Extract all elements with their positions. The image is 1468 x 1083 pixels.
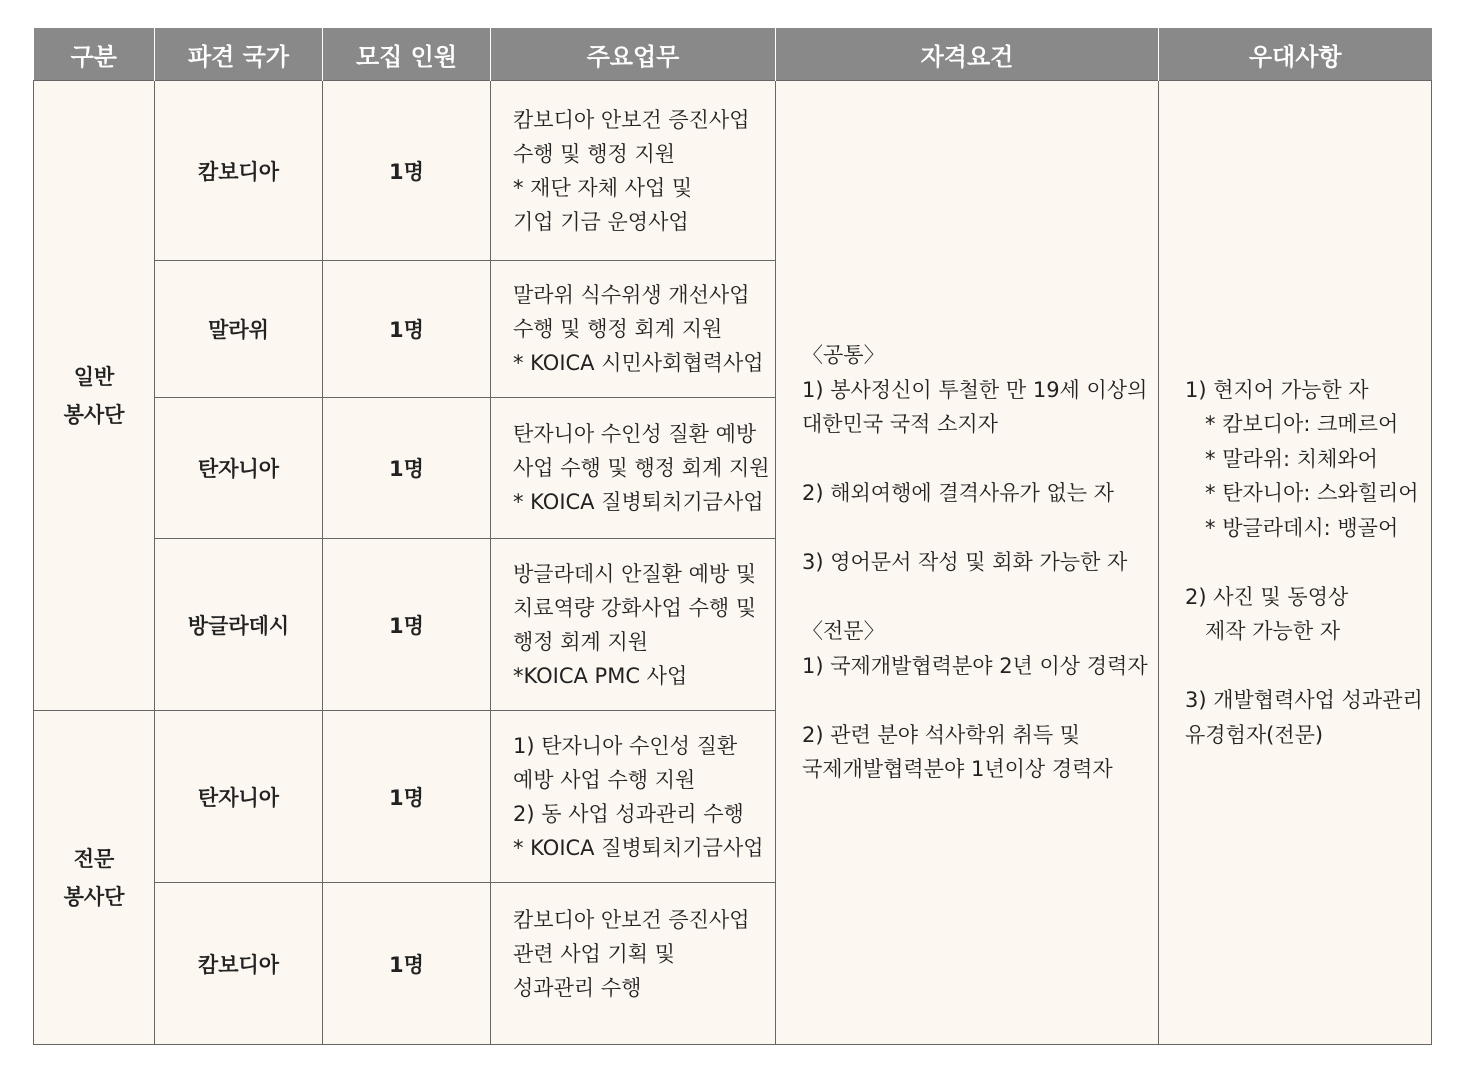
task-line: 2) 동 사업 성과관리 수행 xyxy=(513,801,744,826)
requirement-line: 국제개발협력분야 1년이상 경력자 xyxy=(802,757,1113,782)
preference-line: 3) 개발협력사업 성과관리 xyxy=(1185,688,1423,713)
count-cell: 1명 xyxy=(323,711,491,883)
preference-line: 2) 사진 및 동영상 xyxy=(1185,584,1349,609)
task-cell xyxy=(491,539,776,711)
preference-line: 제작 가능한 자 xyxy=(1185,619,1341,644)
task-line: *KOICA PMC 사업 xyxy=(513,663,688,688)
country-cell: 방글라데시 xyxy=(155,539,323,711)
requirement-line: 대한민국 국적 소지자 xyxy=(802,412,998,437)
category-cell-expert xyxy=(34,711,155,1045)
task-line: 탄자니아 수인성 질환 예방 xyxy=(513,422,757,446)
requirements-cell xyxy=(776,81,1159,1045)
preference-line: 유경험자(전문) xyxy=(1185,722,1324,747)
header-requirements: 자격요건 xyxy=(776,28,1159,81)
country-cell: 말라위 xyxy=(155,261,323,398)
task-line: 1) 탄자니아 수인성 질환 xyxy=(513,733,738,758)
task-line: 수행 및 행정 지원 xyxy=(513,141,676,166)
requirement-line: 〈공통〉 xyxy=(802,343,885,368)
country-cell: 캄보디아 xyxy=(155,81,323,261)
task-line: * KOICA 질병퇴치기금사업 xyxy=(513,835,764,860)
requirement-gap xyxy=(802,511,1150,546)
count-cell: 1명 xyxy=(323,261,491,398)
task-line: 캄보디아 안보건 증진사업 xyxy=(513,107,750,132)
header-category: 구분 xyxy=(34,28,155,81)
header-row xyxy=(34,28,1432,81)
task-line: 치료역량 강화사업 수행 및 xyxy=(513,595,757,620)
requirement-line: 3) 영어문서 작성 및 회화 가능한 자 xyxy=(802,550,1128,575)
preferences-cell xyxy=(1159,81,1432,1045)
task-line: 말라위 식수위생 개선사업 xyxy=(513,283,750,307)
category-label: 봉사단 xyxy=(63,402,125,427)
task-cell xyxy=(491,711,776,883)
preference-gap xyxy=(1185,545,1423,580)
task-cell xyxy=(491,398,776,539)
country-cell: 탄자니아 xyxy=(155,711,323,883)
count-cell: 1명 xyxy=(323,883,491,1045)
requirement-gap xyxy=(802,580,1150,615)
preference-gap xyxy=(1185,649,1423,684)
task-line: 사업 수행 및 행정 회계 지원 xyxy=(513,456,770,480)
country-cell: 캄보디아 xyxy=(155,883,323,1045)
category-label: 전문 xyxy=(73,846,115,871)
requirement-gap xyxy=(802,683,1150,718)
category-label: 일반 xyxy=(73,364,115,389)
requirement-line: 1) 국제개발협력분야 2년 이상 경력자 xyxy=(802,653,1148,678)
task-line: 방글라데시 안질환 예방 및 xyxy=(513,561,757,586)
requirement-gap xyxy=(802,442,1150,477)
requirement-line: 1) 봉사정신이 투철한 만 19세 이상의 xyxy=(802,377,1148,402)
preference-line: * 말라위: 치체와어 xyxy=(1185,446,1378,471)
requirement-line: 2) 관련 분야 석사학위 취득 및 xyxy=(802,722,1081,747)
task-line: 캄보디아 안보건 증진사업 xyxy=(513,907,750,932)
category-label: 봉사단 xyxy=(63,884,125,909)
task-line: 관련 사업 기획 및 xyxy=(513,941,676,966)
category-cell-general xyxy=(34,81,155,711)
count-cell: 1명 xyxy=(323,398,491,539)
task-line: * KOICA 시민사회협력사업 xyxy=(513,351,764,375)
requirement-line: 2) 해외여행에 결격사유가 없는 자 xyxy=(802,481,1114,506)
count-cell: 1명 xyxy=(323,81,491,261)
task-line: 성과관리 수행 xyxy=(513,975,642,1000)
task-cell xyxy=(491,261,776,398)
country-cell: 탄자니아 xyxy=(155,398,323,539)
header-country: 파견 국가 xyxy=(155,28,323,81)
task-line: 기업 기금 운영사업 xyxy=(513,209,689,234)
count-cell: 1명 xyxy=(323,539,491,711)
header-tasks: 주요업무 xyxy=(491,28,776,81)
task-line: * KOICA 질병퇴치기금사업 xyxy=(513,490,764,514)
header-preferences: 우대사항 xyxy=(1159,28,1432,81)
preference-line: * 탄자니아: 스와힐리어 xyxy=(1185,481,1419,506)
task-gap xyxy=(513,1005,775,1025)
task-cell xyxy=(491,81,776,261)
preference-line: 1) 현지어 가능한 자 xyxy=(1185,377,1369,402)
recruitment-table xyxy=(33,28,1432,1045)
header-count: 모집 인원 xyxy=(323,28,491,81)
preference-line: * 캄보디아: 크메르어 xyxy=(1185,412,1399,437)
requirement-line: 〈전문〉 xyxy=(802,619,885,644)
table-row xyxy=(34,81,1432,261)
task-cell xyxy=(491,883,776,1045)
task-line: * 재단 자체 사업 및 xyxy=(513,175,693,200)
task-line: 예방 사업 수행 지원 xyxy=(513,767,696,792)
preference-line: * 방글라데시: 뱅골어 xyxy=(1185,515,1399,540)
task-line: 수행 및 행정 회계 지원 xyxy=(513,317,723,341)
task-line: 행정 회계 지원 xyxy=(513,629,649,654)
